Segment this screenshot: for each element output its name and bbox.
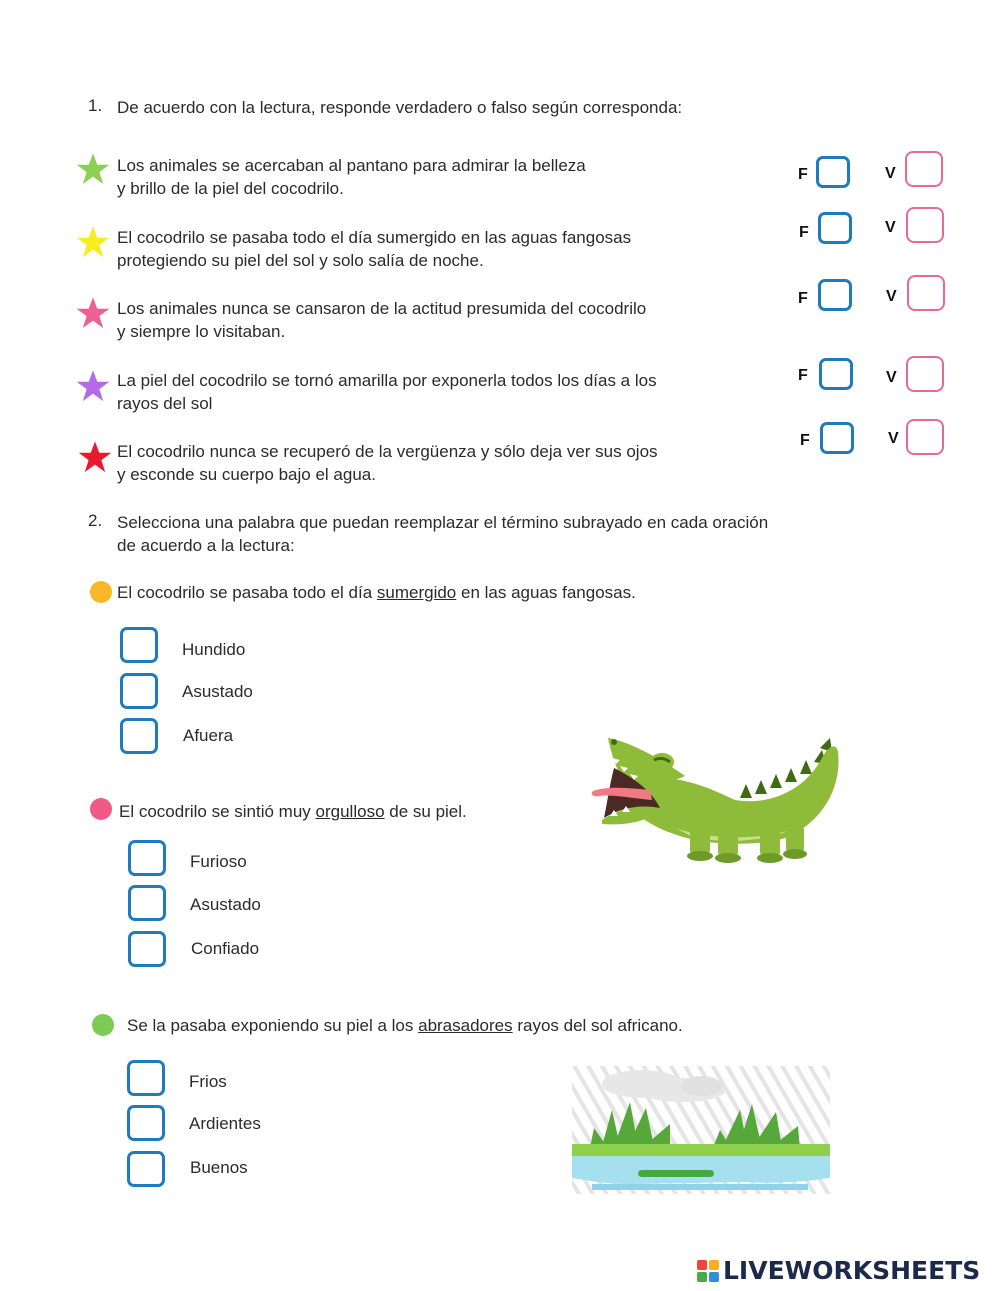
- false-label: F: [798, 367, 808, 384]
- q1-prompt: De acuerdo con la lectura, responde verdadero o falso según corresponda:: [117, 98, 683, 117]
- option-checkbox[interactable]: [127, 1060, 165, 1096]
- option-label: Hundido: [182, 640, 246, 659]
- q1-statement-3: Los animales nunca se cansaron de la actitud presumida del cocodrilo y siempre lo visitaban.: [117, 299, 647, 341]
- sentence-3: Se la pasaba exponiendo su piel a los abrasadores rayos del sol africano.: [127, 1016, 683, 1035]
- q2-number: 2.: [88, 511, 103, 530]
- sentence-2: El cocodrilo se sintió muy orgulloso de su piel.: [119, 802, 467, 821]
- false-label: F: [800, 432, 810, 449]
- underlined-term: sumergido: [376, 583, 457, 602]
- crocodile-illustration: [590, 728, 845, 868]
- true-label: V: [888, 430, 899, 447]
- option-checkbox[interactable]: [120, 627, 158, 663]
- false-checkbox-5[interactable]: [820, 422, 854, 454]
- star-icon: [76, 296, 110, 330]
- false-checkbox-3[interactable]: [818, 279, 852, 311]
- q1-statement-5: El cocodrilo nunca se recuperó de la vergüenza y sólo deja ver sus ojos y esconde su cuerpo bajo el agua.: [117, 442, 658, 484]
- option-checkbox[interactable]: [120, 673, 158, 709]
- true-checkbox-2[interactable]: [906, 207, 944, 243]
- underlined-term: orgulloso: [315, 802, 385, 821]
- star-icon: [76, 225, 110, 259]
- logo-icon: [697, 1260, 719, 1284]
- green-dot-icon: [92, 1014, 114, 1036]
- q2-prompt: Selecciona una palabra que puedan reemplazar el término subrayado en cada oración de acuerdo a la lectura:: [117, 513, 769, 555]
- star-icon: [76, 369, 110, 403]
- logo-text: LIVEWORKSHEETS: [723, 1256, 981, 1285]
- false-label: F: [798, 290, 808, 307]
- true-checkbox-4[interactable]: [906, 356, 944, 392]
- true-label: V: [886, 288, 897, 305]
- option-label: Frios: [189, 1072, 227, 1091]
- option-checkbox[interactable]: [128, 931, 166, 967]
- swamp-illustration: [572, 1066, 830, 1194]
- option-checkbox[interactable]: [128, 840, 166, 876]
- q1-statement-2: El cocodrilo se pasaba todo el día sumergido en las aguas fangosas protegiendo su piel del sol y solo salía de noche.: [117, 228, 632, 270]
- false-checkbox-4[interactable]: [819, 358, 853, 390]
- sentence-1: El cocodrilo se pasaba todo el día sumergido en las aguas fangosas.: [117, 583, 636, 602]
- true-checkbox-5[interactable]: [906, 419, 944, 455]
- option-checkbox[interactable]: [128, 885, 166, 921]
- option-label: Buenos: [190, 1158, 248, 1177]
- star-icon: [78, 440, 112, 474]
- underlined-term: abrasadores: [418, 1016, 513, 1035]
- option-checkbox[interactable]: [127, 1105, 165, 1141]
- q1-number: 1.: [88, 96, 103, 115]
- q1-statement-1: Los animales se acercaban al pantano para admirar la belleza y brillo de la piel del cocodrilo.: [117, 156, 586, 198]
- option-checkbox[interactable]: [120, 718, 158, 754]
- liveworksheets-logo: [697, 1258, 997, 1288]
- false-checkbox-1[interactable]: [816, 156, 850, 188]
- option-label: Afuera: [183, 726, 234, 745]
- false-label: F: [798, 166, 808, 183]
- option-label: Furioso: [190, 852, 247, 871]
- pink-dot-icon: [90, 798, 112, 820]
- true-checkbox-1[interactable]: [905, 151, 943, 187]
- option-checkbox[interactable]: [127, 1151, 165, 1187]
- option-label: Ardientes: [189, 1114, 261, 1133]
- true-label: V: [886, 369, 897, 386]
- true-label: V: [885, 219, 896, 236]
- true-checkbox-3[interactable]: [907, 275, 945, 311]
- option-label: Confiado: [191, 939, 260, 958]
- false-checkbox-2[interactable]: [818, 212, 852, 244]
- option-label: Asustado: [190, 895, 261, 914]
- star-icon: [76, 152, 110, 186]
- q1-statement-4: La piel del cocodrilo se tornó amarilla por exponerla todos los días a los rayos del sol: [117, 371, 657, 413]
- option-label: Asustado: [182, 682, 253, 701]
- false-label: F: [799, 224, 809, 241]
- yellow-dot-icon: [90, 581, 112, 603]
- true-label: V: [885, 165, 896, 182]
